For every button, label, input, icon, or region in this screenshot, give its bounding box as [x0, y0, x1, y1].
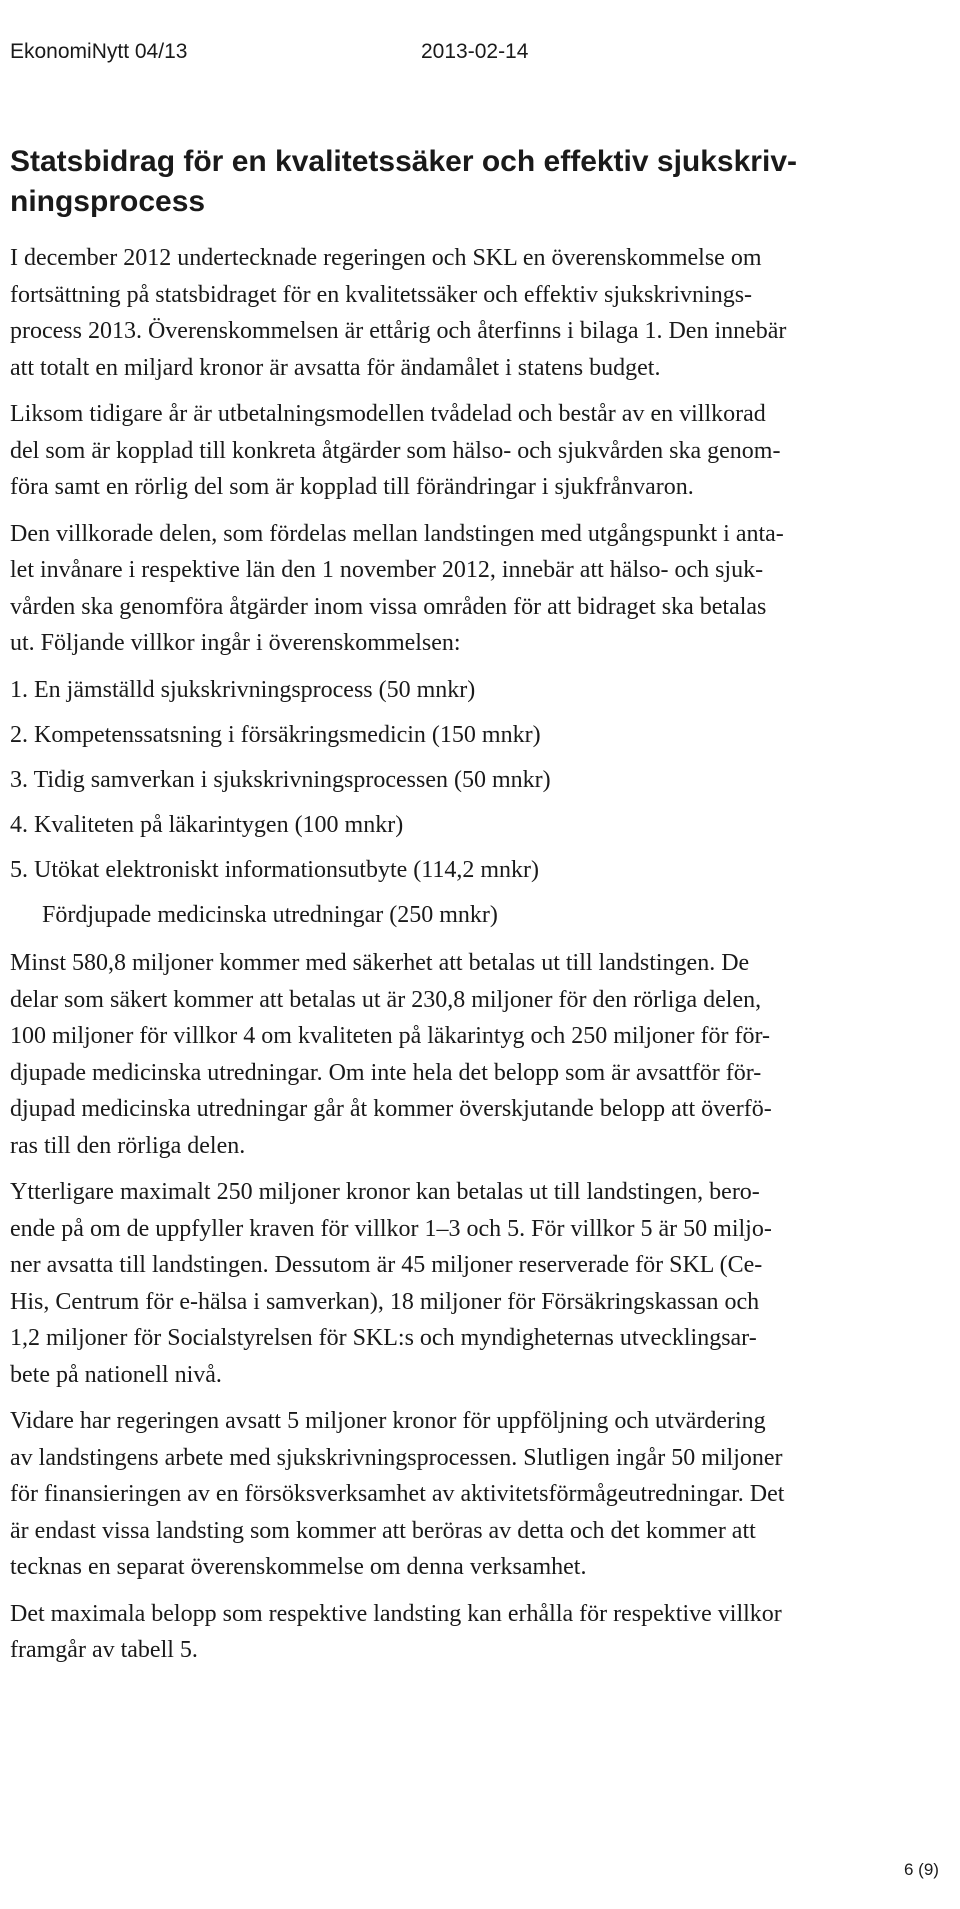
list-item-unnumbered	[10, 897, 950, 934]
paragraph-max-amount	[10, 1596, 950, 1669]
paragraph-line: Liksom tidigare år är utbetalningsmodellen tvådelad och består av en villkorad	[10, 401, 766, 427]
paragraph-line: ende på om de uppfyller kraven för villkor 1–3 och 5. För villkor 5 är 50 miljo-	[10, 1215, 772, 1242]
conditions-list	[10, 672, 950, 934]
list-item	[10, 852, 950, 889]
publication-date: 2013-02-14	[421, 40, 529, 63]
paragraph-evaluation	[10, 1403, 950, 1586]
list-item-number: 2.	[10, 721, 28, 748]
list-item-text: En jämställd sjukskrivningsprocess (50 mnkr)	[34, 676, 476, 703]
list-item-text: Kompetenssatsning i försäkringsmedicin (150 mnkr)	[34, 721, 541, 748]
list-item	[10, 717, 950, 754]
paragraph-line: tecknas en separat överenskommelse om denna verksamhet.	[10, 1554, 587, 1580]
list-item	[10, 762, 950, 799]
list-item-text: Kvaliteten på läkarintygen (100 mnkr)	[34, 811, 404, 838]
publication-name: EkonomiNytt 04/13	[10, 40, 188, 63]
paragraph-line: Det maximala belopp som respektive landsting kan erhålla för respektive villkor	[10, 1600, 782, 1627]
page-number: 6 (9)	[904, 1860, 939, 1879]
paragraph-line: framgår av tabell 5.	[10, 1637, 198, 1663]
list-item-number: 3.	[10, 766, 28, 793]
paragraph-line: delar som säkert kommer att betalas ut är 230,8 miljoner för den rörliga delen,	[10, 986, 762, 1013]
paragraph-line: av landstingens arbete med sjukskrivningsprocessen. Slutligen ingår 50 miljoner	[10, 1444, 783, 1471]
paragraph-line: del som är kopplad till konkreta åtgärder som hälso- och sjukvården ska genom-	[10, 437, 781, 464]
paragraph-line: Vidare har regeringen avsatt 5 miljoner kronor för uppföljning och utvärdering	[10, 1408, 766, 1434]
list-item-text: Fördjupade medicinska utredningar (250 mnkr)	[42, 901, 498, 928]
paragraph-line: djupade medicinska utredningar. Om inte hela det belopp som är avsattför för-	[10, 1059, 762, 1086]
paragraph-line: föra samt en rörlig del som är kopplad till förändringar i sjukfrånvaron.	[10, 474, 694, 500]
paragraph-line: vården ska genomföra åtgärder inom vissa områden för att bidraget ska betalas	[10, 593, 767, 620]
paragraph-line: för finansieringen av en försöksverksamhet av aktivitetsförmågeutredningar. Det	[10, 1481, 785, 1507]
paragraph-line: Den villkorade delen, som fördelas mellan landstingen med utgångspunkt i anta-	[10, 520, 784, 547]
list-item-number: 5.	[10, 856, 28, 883]
paragraph-line: fortsättning på statsbidraget för en kvalitetssäker och effektiv sjukskrivnings-	[10, 281, 753, 308]
article-body	[10, 240, 950, 1679]
paragraph-additional-amount	[10, 1174, 950, 1393]
article-title	[10, 142, 910, 222]
list-item	[10, 672, 950, 709]
list-item-number: 1.	[10, 676, 28, 703]
list-item-text: Tidig samverkan i sjukskrivningsprocessen (50 mnkr)	[33, 766, 551, 793]
list-item-number: 4.	[10, 811, 28, 838]
title-line: Statsbidrag för en kvalitetssäker och effektiv sjukskriv-	[10, 145, 797, 178]
paragraph-line: 1,2 miljoner för Socialstyrelsen för SKL:s och myndigheternas utvecklingsar-	[10, 1325, 757, 1351]
paragraph-line: ut. Följande villkor ingår i överenskommelsen:	[10, 630, 461, 656]
paragraph-line: Ytterligare maximalt 250 miljoner kronor kan betalas ut till landstingen, bero-	[10, 1179, 760, 1205]
paragraph-line: att totalt en miljard kronor är avsatta för ändamålet i statens budget.	[10, 354, 661, 381]
paragraph-conditional-part	[10, 516, 950, 662]
paragraph-line: I december 2012 undertecknade regeringen och SKL en överenskommelse om	[10, 245, 762, 271]
paragraph-line: ras till den rörliga delen.	[10, 1132, 246, 1159]
paragraph-guaranteed-amount	[10, 945, 950, 1164]
paragraph-line: process 2013. Överenskommelsen är ettårig och återfinns i bilaga 1. Den innebär	[10, 318, 787, 344]
paragraph-line: djupad medicinska utredningar går åt kommer överskjutande belopp att överfö-	[10, 1096, 772, 1122]
list-item-text: Utökat elektroniskt informationsutbyte (114,2 mnkr)	[34, 856, 540, 883]
paragraph-line: let invånare i respektive län den 1 november 2012, innebär att hälso- och sjuk-	[10, 557, 764, 583]
paragraph-line: Minst 580,8 miljoner kommer med säkerhet att betalas ut till landstingen. De	[10, 950, 750, 976]
paragraph-line: ner avsatta till landstingen. Dessutom är 45 miljoner reserverade för SKL (Ce-	[10, 1252, 763, 1278]
paragraph-line: bete på nationell nivå.	[10, 1361, 222, 1388]
title-line: ningsprocess	[10, 185, 206, 218]
list-item	[10, 807, 950, 844]
paragraph-agreement	[10, 240, 950, 386]
paragraph-line: 100 miljoner för villkor 4 om kvaliteten på läkarintyg och 250 miljoner för för-	[10, 1023, 770, 1049]
paragraph-payment-model	[10, 396, 950, 506]
paragraph-line: är endast vissa landsting som kommer att beröras av detta och det kommer att	[10, 1517, 756, 1544]
paragraph-line: His, Centrum för e-hälsa i samverkan), 18 miljoner för Försäkringskassan och	[10, 1288, 760, 1315]
